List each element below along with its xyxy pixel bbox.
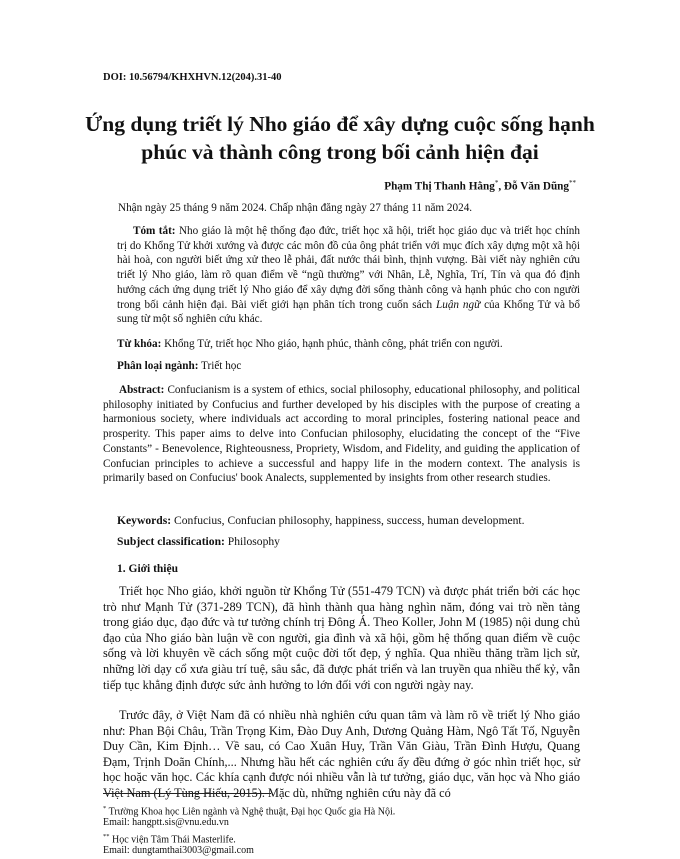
footnote-2-text: Học viện Tâm Thái Masterlife. — [109, 834, 236, 846]
classification-en-text: Philosophy — [224, 535, 280, 548]
footnote-1-email: Email: hangptt.sis@vnu.edu.vn — [103, 817, 229, 828]
keywords-vi-label: Từ khóa: — [117, 338, 162, 350]
author-1-mark: * — [494, 179, 499, 187]
keywords-english — [117, 514, 525, 527]
received-accepted-dates: Nhận ngày 25 tháng 9 năm 2024. Chấp nhận đăng ngày 27 tháng 11 năm 2024. — [118, 202, 473, 214]
abstract-en-label: Abstract: — [119, 384, 165, 396]
author-separator: , — [498, 180, 504, 193]
abstract-vi-text-2: của Khổng Tử và bổ sung từ một số nghiên cứu khác. — [117, 298, 580, 326]
classification-en-label: Subject classification: — [117, 535, 225, 548]
author-line — [384, 179, 576, 193]
keywords-vi-text: Khổng Tử, triết học Nho giáo, hạnh phúc, thành công, phát triển con người. — [161, 338, 503, 350]
doi: DOI: 10.56794/KHXHVN.12(204).31-40 — [103, 72, 282, 83]
abstract-vi-label: Tóm tắt: — [133, 225, 176, 237]
footnote-1-text: Trường Khoa học Liên ngành và Nghệ thuật, Đại học Quốc gia Hà Nội. — [106, 806, 396, 818]
abstract-english — [103, 383, 580, 486]
author-1: Phạm Thị Thanh Hằng — [384, 180, 495, 193]
abstract-vi-text-1: Nho giáo là một hệ thống đạo đức, triết học xã hội, triết học giáo dục và triết học chính trị do Khổng Tử khởi xướng và được các môn đồ của ông phát triển với mục đích xây dựng một xã hội hài hoà, con người biết ứng xử theo lễ phải, đất nước thái bình, thịnh vượng. Bài viết này nghiên cứu triết lý Nho giáo, làm rõ quan điểm về “ngũ thường” với Nhân, Lễ, Nghĩa, Trí, Tín và qua đó định hướng cách ứng dụng triết lý Nho giáo để xây dựng đời sống thành công và hạnh phúc cho con người trong bối cảnh hiện đại. Bài viết giới hạn phân tích trong cuốn sách — [117, 225, 580, 311]
keywords-vietnamese — [117, 338, 503, 350]
classification-vi-text: Triết học — [198, 360, 242, 372]
abstract-vietnamese — [117, 224, 580, 327]
article-title: Ứng dụng triết lý Nho giáo để xây dựng cuộc sống hạnh phúc và thành công trong bối cảnh hiện đại — [85, 112, 595, 164]
abstract-en-text: Confucianism is a system of ethics, social philosophy, educational philosophy, and political philosophy initiated by Confucius and further developed by his disciples with the purpose of creating a harmonious society, where individuals act according to moral principles, fostering national peace and prosperity. This paper aims to delve into Confucian philosophy, elucidating the concept of the “Five Constants” - Benevolence, Righteousness, Propriety, Wisdom, and Fidelity, and guiding the application of Confucian principles to achieve a successful and happy life in the modern context. The analysis is primarily based on Confucius' book Analects, supplemented by insights from other research studies. — [103, 384, 580, 485]
footnote-divider — [103, 793, 271, 794]
classification-vi-label: Phân loại ngành: — [117, 360, 199, 372]
section-heading: 1. Giới thiệu — [117, 563, 178, 575]
footnote-2-email: Email: dungtamthai3003@gmail.com — [103, 845, 254, 856]
keywords-en-label: Keywords: — [117, 514, 172, 527]
body-paragraph-2: Trước đây, ở Việt Nam đã có nhiều nhà nghiên cứu quan tâm và làm rõ về triết lý Nho giáo như: Phan Bội Châu, Trần Trọng Kim, Đào Duy Anh, Dương Quảng Hàm, Ngô Tất Tố, Nguyễn Duy Cần, Kim Định… Về sau, có Cao Xuân Huy, Trần Văn Giàu, Trần Đình Hượu, Quang Đạm, Trịnh Doãn Chính,... Nhưng hầu hết các nghiên cứu ấy đều đứng ở góc nhìn triết học, sử học hoặc văn học. Các khía cạnh được nói nhiều vẫn là tư tưởng, giáo dục, văn học và Nho giáo Việt Nam (Lý Tùng Hiếu, 2015). Mặc dù, những nghiên cứu này đã có — [103, 708, 580, 800]
footnote-2-mark: ** — [103, 833, 110, 840]
footnote-1-mark: * — [103, 805, 107, 812]
author-2: Đỗ Văn Dũng — [503, 180, 569, 193]
keywords-en-text: Confucius, Confucian philosophy, happiness, success, human development. — [171, 514, 525, 527]
abstract-vi-book-title: Luận ngữ — [436, 298, 481, 311]
author-2-mark: ** — [569, 179, 576, 187]
body-paragraph-1: Triết học Nho giáo, khởi nguồn từ Khổng Tử (551-479 TCN) và được phát triển bởi các học trò như Mạnh Tử (371-289 TCN), đã hình thành qua hàng nghìn năm, đóng vai trò nền tảng trong giáo dục, đạo đức và tư tưởng chính trị Đông Á. Theo Koller, John M (1985) nội dung chủ đạo của Nho giáo bàn luận về con người, gia đình và xã hội, gồm hệ thống quan điểm về cuộc sống và lời khuyên về cách sống một cuộc đời tốt đẹp, ý nghĩa. Qua nhiều thăng trầm lịch sử, những lời dạy cổ xưa giàu trí tuệ, sâu sắc, đã được phát triển và lan truyền qua nhiều thế kỷ, vẫn tiếp tục khẳng định được sức ảnh hưởng to lớn đối với con người ngày nay. — [103, 584, 580, 692]
classification-vietnamese — [117, 360, 241, 372]
classification-english — [117, 535, 280, 548]
